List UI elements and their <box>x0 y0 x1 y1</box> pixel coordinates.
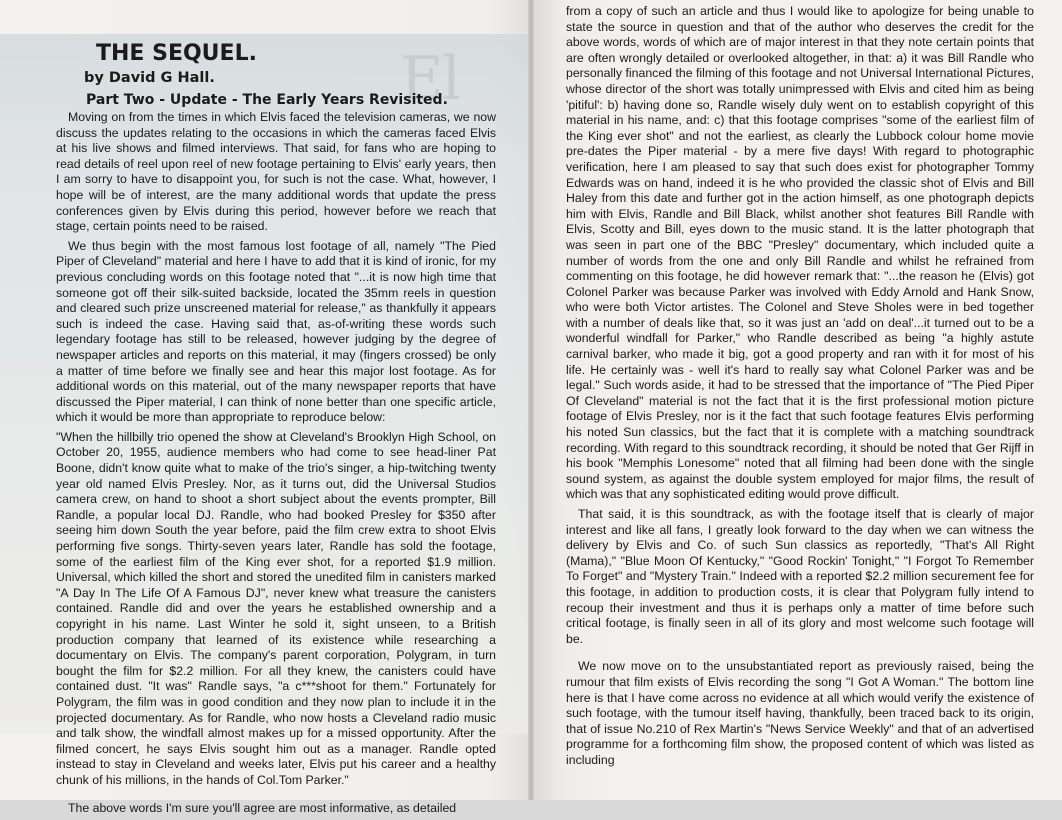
paragraph: We now move on to the unsubstantiated report as previously raised, being the rumour that film exists of Elvis recording the song "I Got A Woman." The bottom line here is that I have come across no evidence at all which would verify the existence of such footage, with the tumour itself having, thankfully, been traced back to its origin, that of issue No.210 of Rex Martin's "News Service Weekly" and that of an advertised programme for a forthcoming film show, the proposed content of which was listed as including <box>566 659 1034 767</box>
paragraph: The above words I'm sure you'll agree are most informative, as detailed <box>68 800 457 815</box>
article-subtitle: Part Two - Update - The Early Years Revisited. <box>86 92 448 108</box>
quoted-article: "When the hillbilly trio opened the show at Cleveland's Brooklyn High School, on October 20, 1955, audience members who had come to see head-liner Pat Boone, didn't know quite what to make of the trio's singer, a hip-twitching twenty year old named Elvis Presley. Nor, as it turns out, did the Universal Studios camera crew, on hand to shoot a short subject about the events prompter, Bill Randle, a popular local DJ. Randle, who had booked Presley for $350 after seeing him down South the year before, paid the film crew extra to shoot Elvis performing five songs. Thirty-seven years later, Randle has sold the footage, some of the earliest film of the King ever shot, for a reported $1.9 million. Universal, which killed the short and stored the unedited film in canisters marked "A Day In The Life Of A Famous DJ", never knew what treasure the canisters contained. Randle did and over the years he established ownership and a copyright in his name. Last Winter he sold it, sight unseen, to a British production company that learned of its existence while researching a documentary on Elvis. The company's parent corporation, Polygram, in turn bought the film for $2.2 million. For all they knew, the canisters could have contained dust. "It was" Randle says, "a c***shoot for them." Fortunately for Polygram, the film was in good condition and they now plan to include it in the projected documentary. As for Randle, who now hosts a Cleveland radio music and talk show, the windfall almost makes up for a missed opportunity. After the filmed concert, he says Elvis sought him out as a manager. Randle opted instead to stay in Cleveland and weeks later, Elvis put his career and a healthy chunk of his millions, in the hands of Col.Tom Parker." <box>56 429 496 787</box>
article-byline: by David G Hall. <box>84 70 215 86</box>
paragraph: Moving on from the times in which Elvis faced the television cameras, we now discuss the updates relating to the occasions in which the cameras faced Elvis at his live shows and filmed interviews. That said, for fans who are hoping to read details of reel upon reel of new footage pertaining to Elvis' early years, then I am sorry to have to disappoint you, for such is not the case. What, however, I hope will be of interest, are the many additional words that update the press conferences given by Elvis during this period, however before we reach that stage, certain points need to be raised. <box>56 110 496 234</box>
right-column <box>566 4 1034 773</box>
paragraph: That said, it is this soundtrack, as with the footage itself that is clearly of major interest and like all fans, I greatly look forward to the day when we can witness the delivery by Elvis and Co. of such Sun classics as reportedly, "That's All Right (Mama)," "Blue Moon Of Kentucky," "Good Rockin' Tonight," "I Forgot To Remember To Forget" and "Mystery Train." Indeed with a reported $2.2 million securement fee for this footage, in addition to production costs, it is clear that Polygram fully intend to recoup their investment and thus it is perhaps only a matter of time before such critical footage, is finally seen in all of its glory and most welcome such footage will be. <box>566 507 1034 646</box>
left-column <box>56 40 496 820</box>
paragraph: from a copy of such an article and thus I would like to apologize for being unable to state the source in question and that of the author who deserves the credit for the above words, words of which are of major interest in that they note certain points that are often wrongly detailed or overlooked altogether, in that: a) it was Bill Randle who personally financed the filming of this footage and not Universal International Pictures, whose director of the short was totally unimpressed with Elvis and cited him as being 'pitiful': b) having done so, Randle wisely duly went on to establish copyright of this material in his name, and: c) that this footage comprises "some of the earliest film of the King ever shot" and not the earliest, as clearly the Lubbock colour home movie pre-dates the Piper material - by a mere five days! With regard to photographic verification, here I am pleased to say that such does exist for photographer Tommy Edwards was on hand, indeed it is he who provided the classic shot of Elvis and Bill Haley from this date and further got in the action himself, as one photograph depicts him with Elvis, Randle and Bill Black, whilst another shot features Bill Randle with Elvis, Scotty and Bill, eyes down to the music stand. It is the latter photograph that was seen in part one of the BBC "Presley" documentary, which included quite a number of words from the one and only Bill Randle and whilst he refrained from commenting on this footage, he did however remark that: "...the reason he (Elvis) got Colonel Parker was because Parker was involved with Eddy Arnold and Hank Snow, who were both Victor artistes. The Colonel and Steve Sholes were in bed together with a number of deals like that, so it was just an 'add on deal'...it turned out to be a wonderful windfall for Parker," who Randle described as being "a highly astute carnival barker, who made it big, got a good property and ran with it for most of his life. He certainly was - well it's hard to really say what Colonel Parker was and be legal." Such words aside, it had to be stressed that the importance of "The Pied Piper Of Cleveland" material is not the fact that it is the first professional motion picture footage of Elvis Presley, nor is it the fact that such footage features Elvis performing his noted Sun classics, but the fact that it is complete with a matching soundtrack recording. With regard to this soundtrack recording, it should be noted that Ger Rijff in his book "Memphis Lonesome" noted that all filming had been done with the single sound system, as against the double system employed for major films, the result of which was that any sophisticated editing would prove difficult. <box>566 4 1034 502</box>
article-title: THE SEQUEL. <box>96 41 257 66</box>
left-page <box>0 0 528 815</box>
paragraph: We thus begin with the most famous lost footage of all, namely "The Pied Piper of Cleveland" material and here I have to add that it is kind of ironic, for my previous concluding words on this footage noted that "...it is now high time that someone got off their silk-suited backside, located the 35mm reels in question and cleared such prize unscreened material for release," as thankfully it appears such is indeed the case. Having said that, as-of-writing these words such legendary footage has still to be released, however judging by the degree of newspaper articles and reports on this material, it may (fingers crossed) be only a matter of time before we finally see and hear this major lost footage. As for additional words on this material, out of the many newspaper reports that have discussed the Piper material, I can think of none better than one specific article, which it would be more than appropriate to reproduce below: <box>56 238 496 425</box>
show-through-lettering: El <box>400 44 459 114</box>
right-page <box>534 0 1062 800</box>
